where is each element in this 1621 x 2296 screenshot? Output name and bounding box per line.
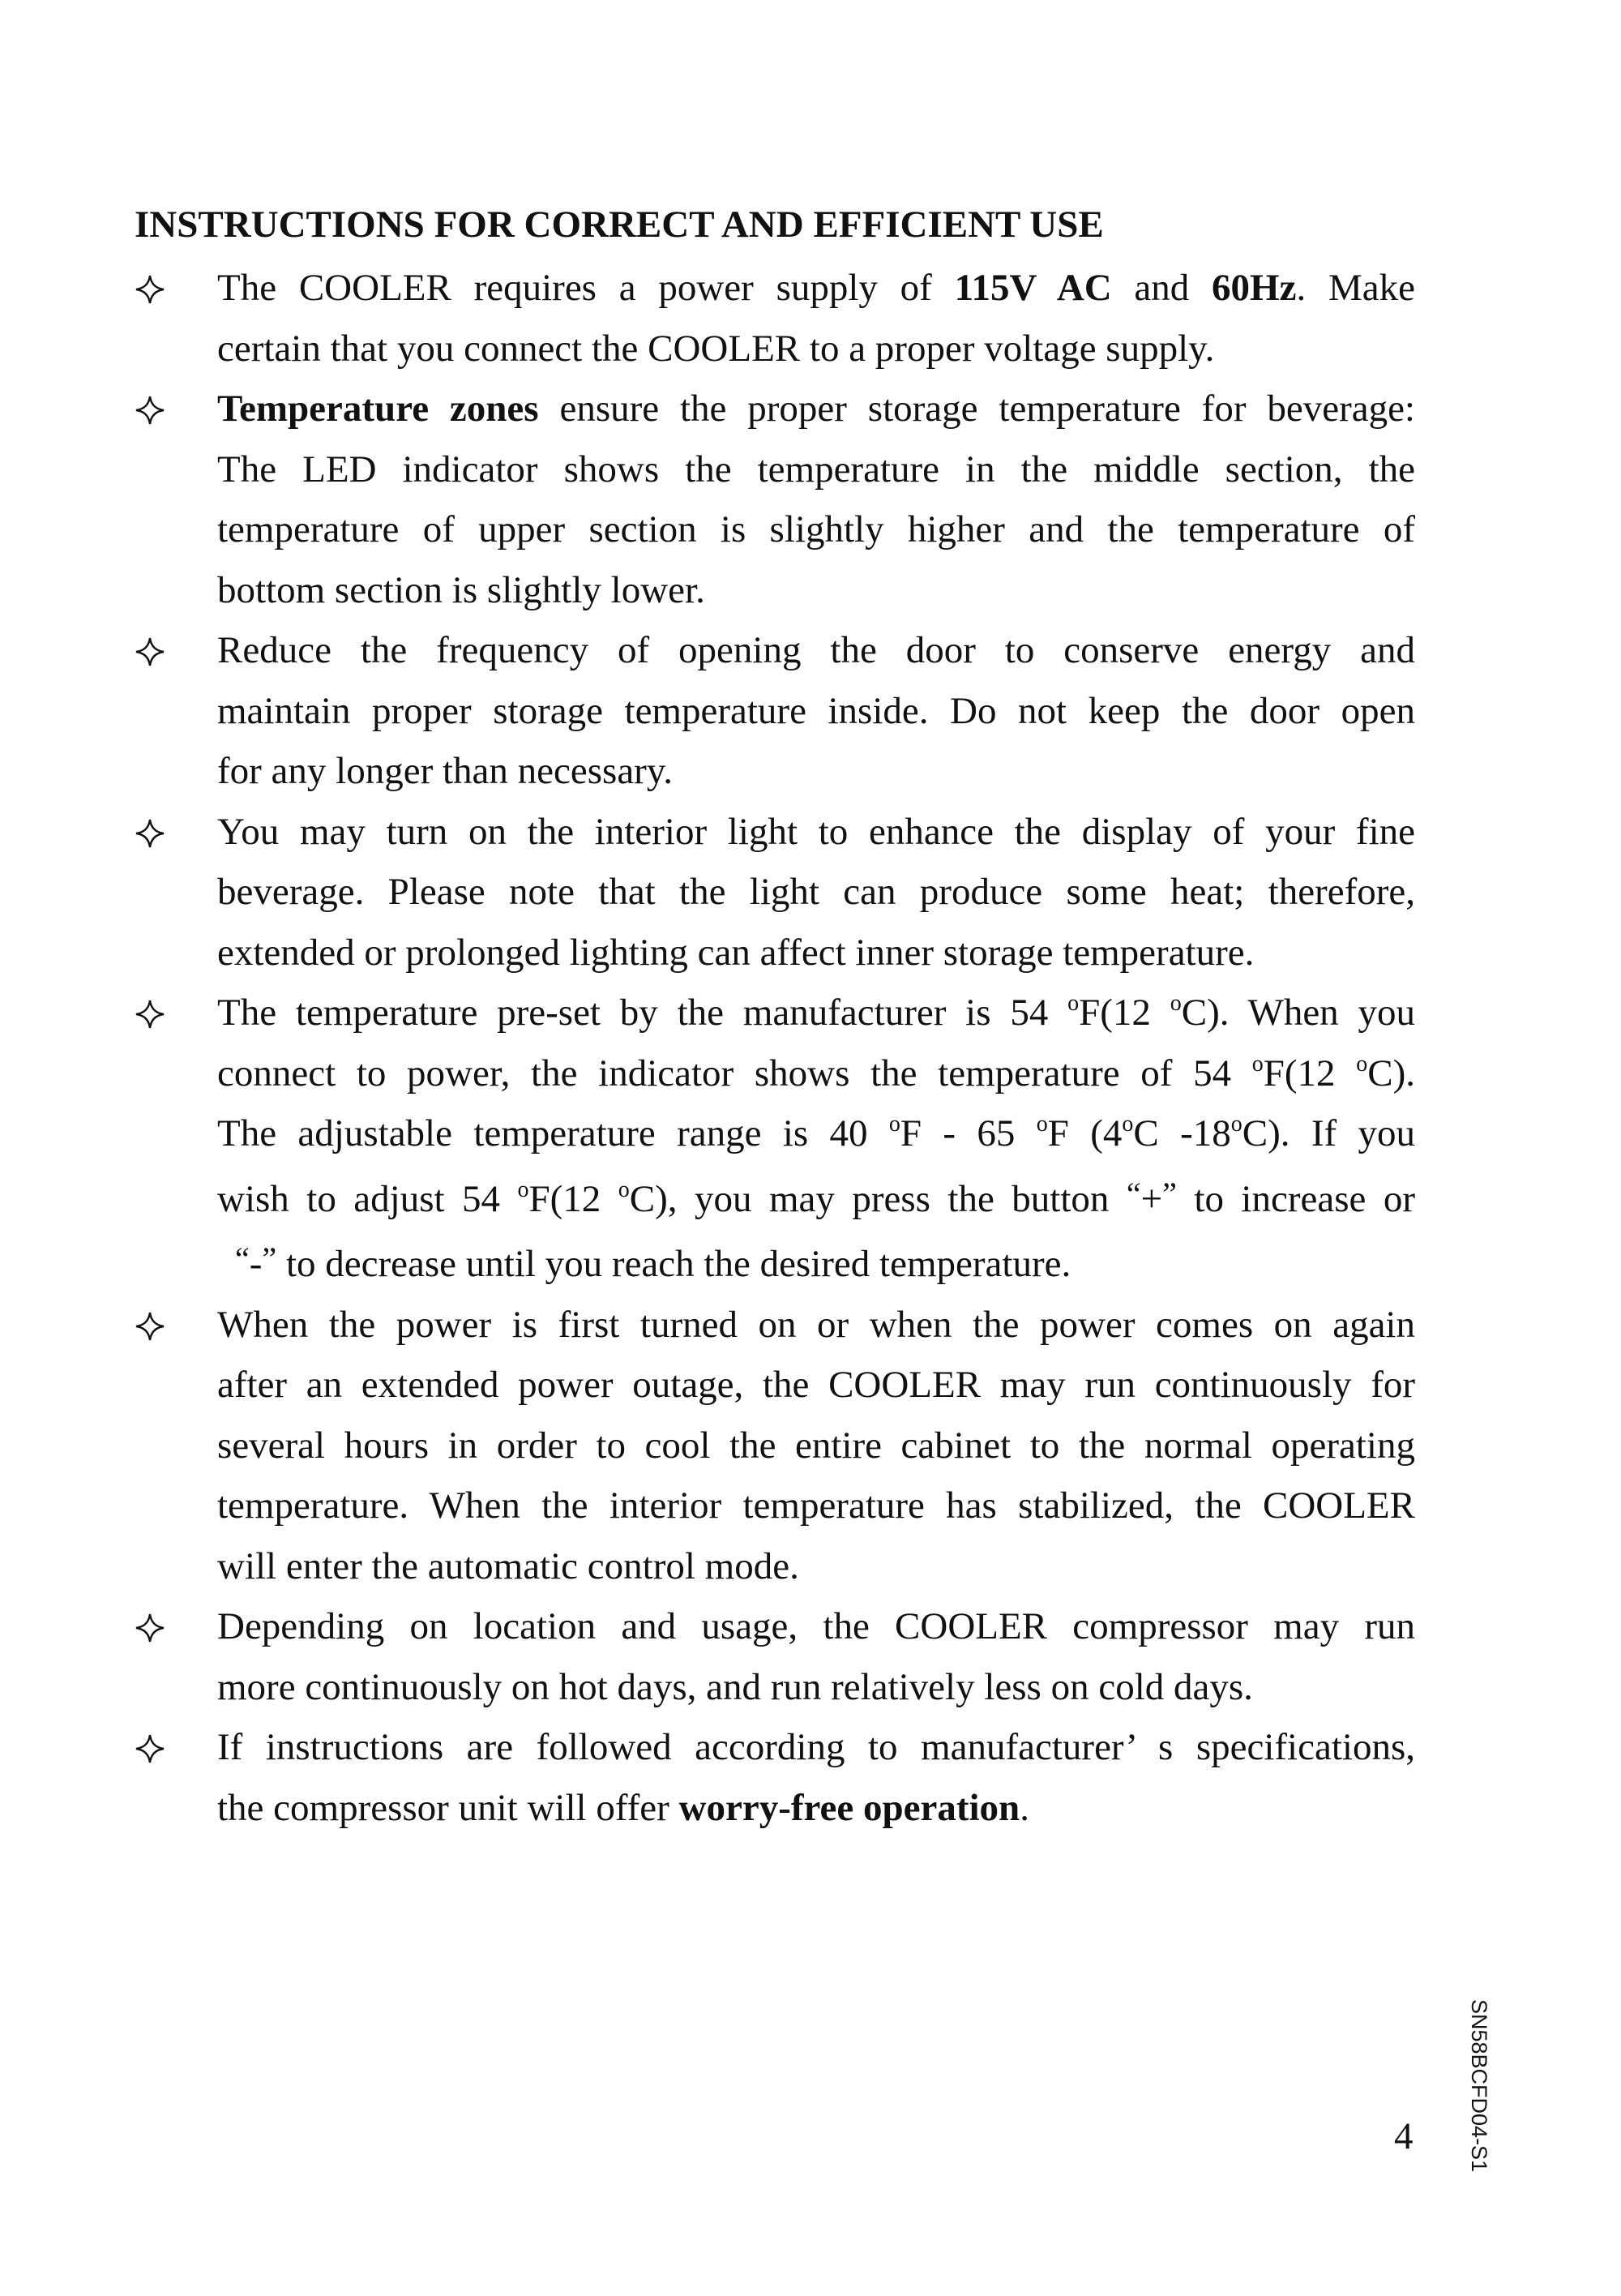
text-line: maintain proper storage temperature inside. Do not keep the door open: [217, 689, 1415, 732]
page-title: INSTRUCTIONS FOR CORRECT AND EFFICIENT USE: [135, 203, 1104, 246]
star-bullet-icon: [131, 1295, 172, 1356]
text-line: The adjustable temperature range is 40 $^o$F - 65 $^o$F (4$^o$C -18$^o$C). If you: [217, 1112, 1416, 1154]
text-line: beverage. Please note that the light can produce some heat; therefore,: [217, 871, 1415, 913]
instruction-item-power-on: [130, 1295, 1415, 1597]
text-line: certain that you connect the COOLER to a proper voltage supply.: [217, 327, 1215, 370]
star-bullet-icon: [131, 379, 172, 439]
text-line: for any longer than necessary.: [217, 750, 674, 792]
text-line: temperature. When the interior temperature has stabilized, the COOLER: [217, 1484, 1415, 1527]
text-line: wish to adjust 54 $^o$F(12 $^o$C), you may press the button “+” to increase or: [217, 1175, 1415, 1220]
text-line: after an extended power outage, the COOLER may run continuously for: [217, 1364, 1415, 1406]
instruction-item-door-opening: [130, 620, 1415, 802]
text-line: The COOLER requires a power supply of 115V AC and 60Hz. Make: [217, 267, 1415, 309]
text-line: Depending on location and usage, the COOLER compressor may run: [217, 1605, 1415, 1647]
star-bullet-icon: [131, 620, 172, 681]
text-line: temperature of upper section is slightly higher and the temperature of: [217, 508, 1415, 550]
document-code: SN58BCFD04-S1: [1467, 1999, 1491, 2173]
instruction-item-power-supply: [130, 258, 1415, 379]
text-line: When the power is first turned on or when the power comes on again: [217, 1303, 1415, 1346]
text-line: extended or prolonged lighting can affect inner storage temperature.: [217, 931, 1255, 974]
text-line: The temperature pre-set by the manufacturer is 54 $^o$F(12 $^o$C). When you: [217, 991, 1415, 1034]
text-line: Temperature zones ensure the proper storage temperature for beverage:: [217, 388, 1415, 430]
text-line: more continuously on hot days, and run relatively less on cold days.: [217, 1665, 1253, 1708]
star-bullet-icon: [131, 1717, 172, 1778]
text-line: The LED indicator shows the temperature in the middle section, the: [217, 448, 1415, 490]
instruction-item-temperature-zones: [130, 379, 1415, 620]
text-line: bottom section is slightly lower.: [217, 568, 705, 611]
instruction-item-worry-free: [130, 1717, 1415, 1838]
text-line: If instructions are followed according to manufacturer’ s specifications,: [217, 1726, 1415, 1768]
text-line: connect to power, the indicator shows the temperature of 54 $^o$F(12 $^o$C).: [217, 1051, 1415, 1094]
star-bullet-icon: [131, 1596, 172, 1657]
instruction-item-interior-light: [130, 802, 1415, 983]
text-line: “-” to decrease until you reach the desired temperature.: [235, 1240, 1071, 1285]
instruction-item-temperature-preset: [130, 983, 1415, 1295]
star-bullet-icon: [131, 983, 172, 1043]
star-bullet-icon: [131, 802, 172, 863]
text-line: You may turn on the interior light to enhance the display of your fine: [217, 810, 1415, 853]
text-line: will enter the automatic control mode.: [217, 1544, 799, 1587]
text-line: the compressor unit will offer worry-free operation.: [217, 1786, 1029, 1829]
instructions-list: [130, 258, 1415, 1838]
text-line: several hours in order to cool the entire cabinet to the normal operating: [217, 1424, 1415, 1467]
star-bullet-icon: [131, 258, 172, 319]
page-number: 4: [1394, 2115, 1414, 2157]
text-line: Reduce the frequency of opening the door to conserve energy and: [217, 629, 1415, 671]
instruction-item-compressor-usage: [130, 1596, 1415, 1717]
